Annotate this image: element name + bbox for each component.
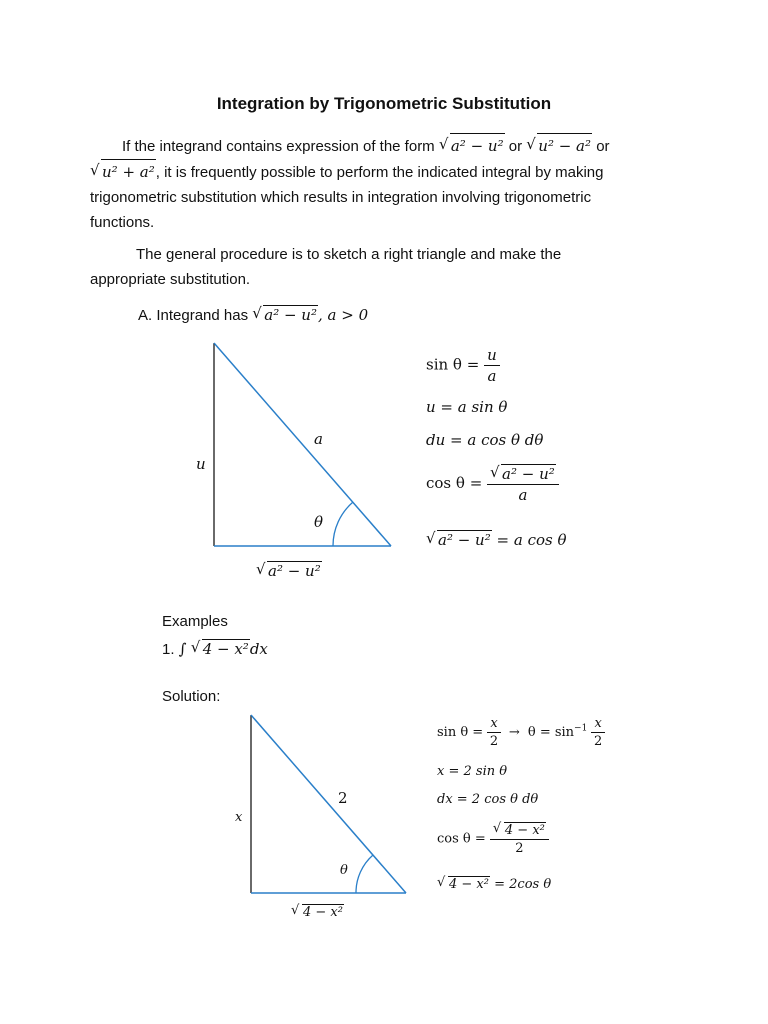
triangle-a-angle-arc [333,502,353,546]
eq-a-cos [426,464,559,504]
page-title: Integration by Trigonometric Substitution [216,94,552,113]
eq-a-du: du = a cos θ dθ [426,431,544,449]
eq-b-theta: θ = sin [527,725,575,740]
arrow-icon: → [508,725,520,740]
eq-b-x: x = 2 sin θ [437,764,508,779]
procedure-line-1: The general procedure is to sketch a right triangle and make the [136,246,562,263]
triangle-a-base-radicand: a² − u² [268,562,321,580]
triangle-b-base-label: √ 4 − x² [291,903,343,920]
intro-text-start: If the integrand contains expression of the form [122,138,435,155]
eq-a-u: u = a sin θ [426,398,508,416]
intro-text-rest: , it is frequently possible to perform the indicated integral by making [155,164,604,181]
eq-a-final: √ a² − u² = a cos θ [426,529,567,549]
triangle-a-label-u: u [196,455,206,473]
example-1 [162,639,268,658]
triangle-a-hypotenuse [214,343,391,546]
eq-b-cos-lhs: cos θ = [437,831,486,847]
intro-line-4: functions. [90,214,155,231]
procedure-line-2: appropriate substitution. [90,271,251,288]
eq-b-final: √ 4 − x² = 2cos θ [437,875,552,892]
example-1-dx: dx [249,640,268,658]
intro-line-3: trigonometric substitution which results in integration involving trigonometric [90,189,592,206]
eq-b-sin-fraction: $\frac{x}{2}$ [487,716,500,749]
solution-label: Solution: [162,688,221,705]
triangle-b-label-2: 2 [338,789,348,807]
eq-a-cos-fraction: √ a² − u² a [487,464,559,504]
eq-b-cos [437,822,549,856]
eq-b-inv-fraction: $\frac{x}{2}$ [591,716,604,749]
example-1-number: 1. [162,641,175,658]
section-a-radical: √ a² − u² [252,304,317,324]
triangle-b-hypotenuse [251,715,406,893]
eq-a-sin-lhs: sin θ = [426,355,480,374]
section-a-label: A. Integrand has [138,307,249,324]
eq-a-cos-lhs: cos θ = [426,474,483,492]
triangle-b-base-radicand: 4 − x² [303,905,343,920]
intro-or-1: or [508,138,523,155]
integral-sign: ∫ [178,640,187,658]
eq-b-inverse: −1 [574,723,588,734]
triangle-b-label-x: x [235,810,243,825]
eq-b-dx: dx = 2 cos θ dθ [437,792,539,807]
radical-expr-2: √ u² − a² [526,133,592,159]
radical-expr-1: √ a² − u² [439,133,505,159]
triangle-b-angle-arc [356,855,373,893]
eq-a-sin-fraction: $\frac{u}{a}$ [484,346,500,385]
intro-or-2: or [596,138,610,155]
eq-b-sin [437,716,605,749]
eq-b-sin-lhs: sin θ = [437,725,484,740]
radical-expr-3: √ u² + a² [90,159,156,185]
example-1-radical: √ 4 − x² [190,638,249,658]
triangle-a-label-a: a [314,430,323,448]
triangle-a-base-label: √ a² − u² [256,560,321,580]
triangle-b-label-theta: θ [340,863,348,878]
triangle-a-label-theta: θ [314,513,324,531]
section-a-condition: , a > 0 [317,306,369,324]
examples-heading: Examples [162,613,228,630]
eq-b-cos-fraction: √ 4 − x² 2 [490,822,549,856]
eq-a-sin [426,346,500,385]
